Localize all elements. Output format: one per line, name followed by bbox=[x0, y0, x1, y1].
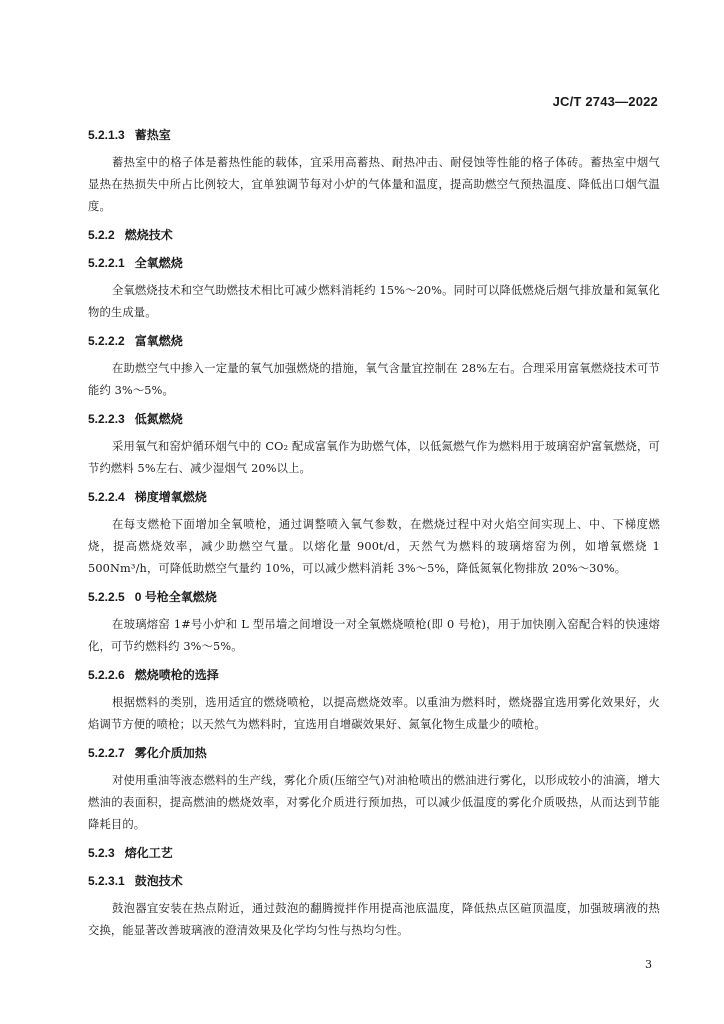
document-code: JC/T 2743—2022 bbox=[552, 94, 658, 109]
section-title: 燃烧喷枪的选择 bbox=[134, 668, 219, 682]
section-title: 0 号枪全氧燃烧 bbox=[134, 590, 217, 604]
paragraph: 根据燃料的类别，选用适宜的燃烧喷枪，以提高燃烧效率。以重油为燃料时，燃烧器宜选用雾化效果好，火焰调节方便的喷枪；以天然气为燃料时，宜选用自增碳效果好、氮氧化物生成量少的喷枪。 bbox=[88, 696, 660, 731]
page-number: 3 bbox=[645, 958, 652, 971]
section-title: 低氮燃烧 bbox=[134, 412, 183, 426]
section-5-2-2-6 bbox=[88, 666, 660, 736]
section-number: 5.2.2.1 bbox=[88, 256, 125, 270]
content-body bbox=[88, 120, 660, 942]
section-heading bbox=[88, 744, 660, 762]
section-title: 蓄热室 bbox=[134, 128, 171, 142]
section-number: 5.2.2.6 bbox=[88, 668, 125, 682]
section-number: 5.2.2.5 bbox=[88, 590, 125, 604]
section-title: 熔化工艺 bbox=[124, 846, 173, 860]
section-number: 5.2.1.3 bbox=[88, 128, 125, 142]
section-title: 鼓泡技术 bbox=[134, 874, 183, 888]
section-5-2-2-4 bbox=[88, 488, 660, 580]
paragraph: 在每支燃枪下面增加全氧喷枪，通过调整喷入氧气参数，在燃烧过程中对火焰空间实现上、中、下梯度燃烧，提高燃烧效率，减少助燃空气量。以熔化量 900t/d，天然气为燃料的玻璃熔窑为例，如增氧燃烧 1 500Nm³/h，可降低助燃空气量约 10%，可以减少燃料消耗 3%～5%，降低氮氧化物排放 20%～30%。 bbox=[88, 518, 660, 575]
section-number: 5.2.3.1 bbox=[88, 874, 125, 888]
paragraph: 对使用重油等液态燃料的生产线，雾化介质(压缩空气)对油枪喷出的燃油进行雾化，以形成较小的油滴，增大燃油的表面积，提高燃油的燃烧效率，对雾化介质进行预加热，可以减少低温度的雾化介质吸热，从而达到节能降耗目的。 bbox=[88, 774, 660, 831]
section-number: 5.2.2.2 bbox=[88, 334, 125, 348]
section-title: 燃烧技术 bbox=[124, 228, 173, 242]
section-number: 5.2.2.7 bbox=[88, 746, 125, 760]
section-number: 5.2.2.4 bbox=[88, 490, 125, 504]
section-title: 梯度增氧燃烧 bbox=[134, 490, 207, 504]
section-5-2-2 bbox=[88, 226, 660, 244]
section-heading bbox=[88, 126, 660, 144]
section-5-2-2-7 bbox=[88, 744, 660, 836]
paragraph: 全氧燃烧技术和空气助燃技术相比可减少燃料消耗约 15%～20%。同时可以降低燃烧后烟气排放量和氮氧化物的生成量。 bbox=[88, 284, 660, 319]
section-title: 雾化介质加热 bbox=[134, 746, 207, 760]
section-5-2-1-3 bbox=[88, 126, 660, 218]
section-heading bbox=[88, 666, 660, 684]
section-5-2-2-5 bbox=[88, 588, 660, 658]
paragraph: 采用氧气和窑炉循环烟气中的 CO₂ 配成富氧作为助燃气体，以低氮燃气作为燃料用于玻璃窑炉富氧燃烧，可节约燃料 5%左右、减少湿烟气 20%以上。 bbox=[88, 440, 660, 475]
paragraph: 鼓泡器宜安装在热点附近，通过鼓泡的翻腾搅拌作用提高池底温度，降低热点区碹顶温度，加强玻璃液的热交换，能显著改善玻璃液的澄清效果及化学均匀性与热均匀性。 bbox=[88, 902, 660, 937]
paragraph: 蓄热室中的格子体是蓄热性能的载体，宜采用高蓄热、耐热冲击、耐侵蚀等性能的格子体砖。蓄热室中烟气显热在热损失中所占比例较大，宜单独调节每对小炉的气体量和温度，提高助燃空气预热温度、降低出口烟气温度。 bbox=[88, 156, 660, 213]
section-title: 全氧燃烧 bbox=[134, 256, 183, 270]
section-title: 富氧燃烧 bbox=[134, 334, 183, 348]
section-heading bbox=[88, 872, 660, 890]
section-heading bbox=[88, 226, 660, 244]
section-heading bbox=[88, 410, 660, 428]
section-5-2-3 bbox=[88, 844, 660, 862]
section-5-2-3-1 bbox=[88, 872, 660, 942]
section-heading bbox=[88, 332, 660, 350]
section-heading bbox=[88, 254, 660, 272]
section-heading bbox=[88, 844, 660, 862]
section-heading bbox=[88, 588, 660, 606]
section-heading bbox=[88, 488, 660, 506]
section-5-2-2-2 bbox=[88, 332, 660, 402]
section-5-2-2-3 bbox=[88, 410, 660, 480]
paragraph: 在玻璃熔窑 1#号小炉和 L 型吊墙之间增设一对全氧燃烧喷枪(即 0 号枪)，用于加快刚入窑配合料的快速熔化，可节约燃料约 3%～5%。 bbox=[88, 618, 660, 653]
section-number: 5.2.2 bbox=[88, 228, 115, 242]
section-5-2-2-1 bbox=[88, 254, 660, 324]
section-number: 5.2.3 bbox=[88, 846, 115, 860]
section-number: 5.2.2.3 bbox=[88, 412, 125, 426]
paragraph: 在助燃空气中掺入一定量的氧气加强燃烧的措施，氧气含量宜控制在 28%左右。合理采用富氧燃烧技术可节能约 3%～5%。 bbox=[88, 362, 660, 397]
